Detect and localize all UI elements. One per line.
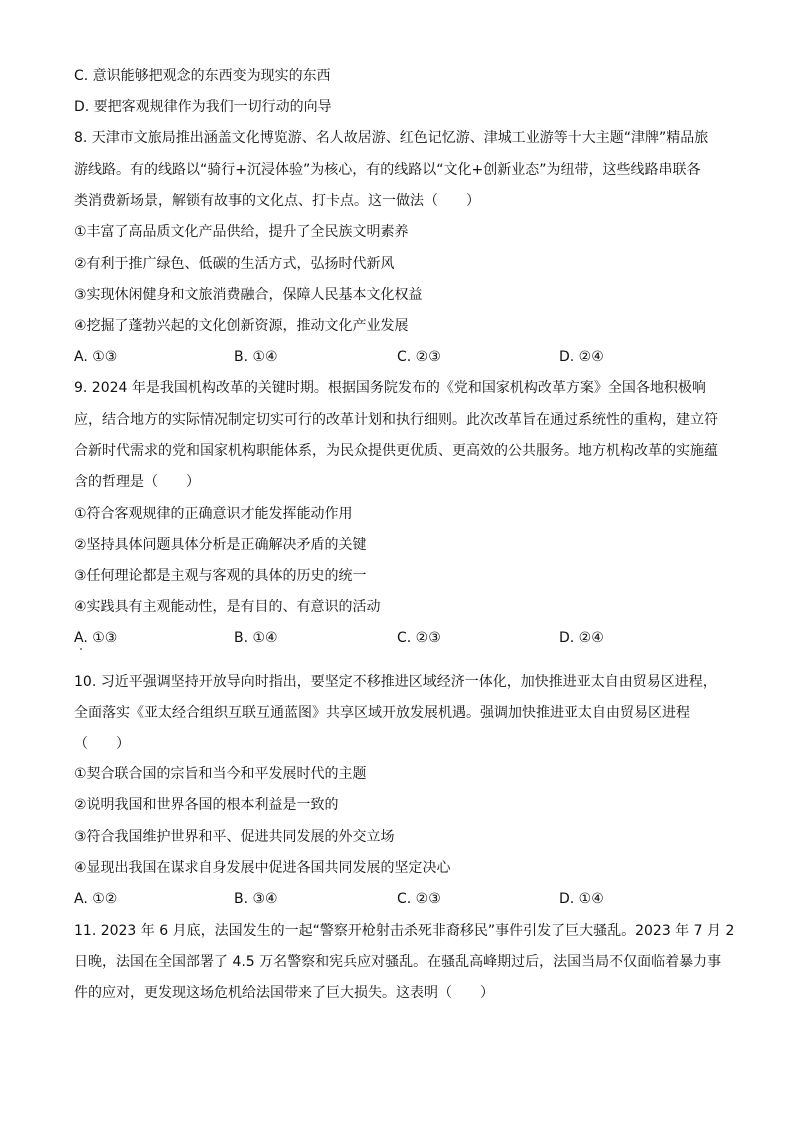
question-10-option-c: C. ②③: [397, 891, 441, 907]
question-9-stem-line: 合新时代需求的党和国家机构职能体系，为民众提供更优质、更高效的公共服务。地方机构改革的实施蕴: [74, 443, 718, 459]
question-8-statement: ④挖掘了蓬勃兴起的文化创新资源，推动文化产业发展: [74, 318, 409, 334]
question-9-statement: ①符合客观规律的正确意识才能发挥能动作用: [74, 506, 353, 522]
question-8-statement: ①丰富了高品质文化产品供给，提升了全民族文明素养: [74, 224, 409, 240]
scan-speck: [80, 648, 82, 650]
prev-option-d: D. 要把客观规律作为我们一切行动的向导: [74, 99, 332, 115]
question-9-option-b: B. ①④: [234, 630, 278, 646]
question-10-statement: ①契合联合国的宗旨和当今和平发展时代的主题: [74, 766, 367, 782]
question-8-stem-line: 游线路。有的线路以“骑行+沉浸体验”为核心，有的线路以“文化+创新业态”为纽带，这些线路串联各: [74, 162, 701, 178]
question-9-statement: ③任何理论都是主观与客观的具体的历史的统一: [74, 568, 367, 584]
question-10-statement: ④显现出我国在谋求自身发展中促进各国共同发展的坚定决心: [74, 860, 451, 876]
question-8-stem-line: 8. 天津市文旅局推出涵盖文化博览游、名人故居游、红色记忆游、津城工业游等十大主题“津牌”精品旅: [74, 130, 709, 146]
question-8-statement: ②有利于推广绿色、低碳的生活方式，弘扬时代新风: [74, 256, 395, 272]
question-9-stem-line: 应，结合地方的实际情况制定切实可行的改革计划和执行细则。此次改革旨在通过系统性的重构，建立符: [74, 412, 718, 428]
question-9-option-c: C. ②③: [397, 630, 441, 646]
question-10-stem-line: 全面落实《亚太经合组织互联互通蓝图》共享区域开放发展机遇。强调加快推进亚太自由贸易区进程: [74, 705, 690, 721]
question-10-option-a: A. ①②: [74, 891, 118, 907]
question-11-stem-line: 11. 2023 年 6 月底，法国发生的一起“警察开枪射击杀死非裔移民”事件引发了巨大骚乱。2023 年 7 月 2: [74, 923, 735, 939]
question-9-stem-line: 含的哲理是（ ）: [74, 474, 200, 490]
question-9-stem-line: 9. 2024 年是我国机构改革的关键时期。根据国务院发布的《党和国家机构改革方案》全国各地积极响: [74, 380, 706, 396]
question-10-stem-line: 10. 习近平强调坚持开放导向时指出，要坚定不移推进区域经济一体化，加快推进亚太自由贸易区进程，: [74, 674, 717, 690]
question-9-option-d: D. ②④: [559, 630, 604, 646]
question-11-stem-line: 日晚，法国在全国部署了 4.5 万名警察和宪兵应对骚乱。在骚乱高峰期过后，法国当局不仅面临着暴力事: [74, 954, 722, 970]
question-8-statement: ③实现休闲健身和文旅消费融合，保障人民基本文化权益: [74, 287, 423, 303]
question-10-options: [74, 889, 734, 909]
question-8-option-c: C. ②③: [397, 349, 441, 365]
question-9-option-a: A. ①③: [74, 630, 118, 646]
question-9-statement: ②坚持具体问题具体分析是正确解决矛盾的关键: [74, 537, 367, 553]
question-11-stem-line: 件的应对，更发现这场危机给法国带来了巨大损失。这表明（ ）: [74, 985, 494, 1001]
question-10-stem-line: （ ）: [74, 736, 130, 752]
prev-option-c: C. 意识能够把观念的东西变为现实的东西: [74, 68, 331, 84]
question-10-option-d: D. ①④: [559, 891, 604, 907]
question-10-statement: ③符合我国维护世界和平、促进共同发展的外交立场: [74, 829, 395, 845]
question-8-option-a: A. ①③: [74, 349, 118, 365]
question-8-option-d: D. ②④: [559, 349, 604, 365]
question-10-option-b: B. ③④: [234, 891, 278, 907]
question-8-option-b: B. ①④: [234, 349, 278, 365]
question-10-statement: ②说明我国和世界各国的根本利益是一致的: [74, 797, 339, 813]
question-8-stem-line: 类消费新场景，解锁有故事的文化点、打卡点。这一做法（ ）: [74, 193, 480, 209]
question-9-options: [74, 628, 734, 648]
question-9-statement: ④实践具有主观能动性，是有目的、有意识的活动: [74, 599, 381, 615]
question-8-options: [74, 347, 734, 367]
